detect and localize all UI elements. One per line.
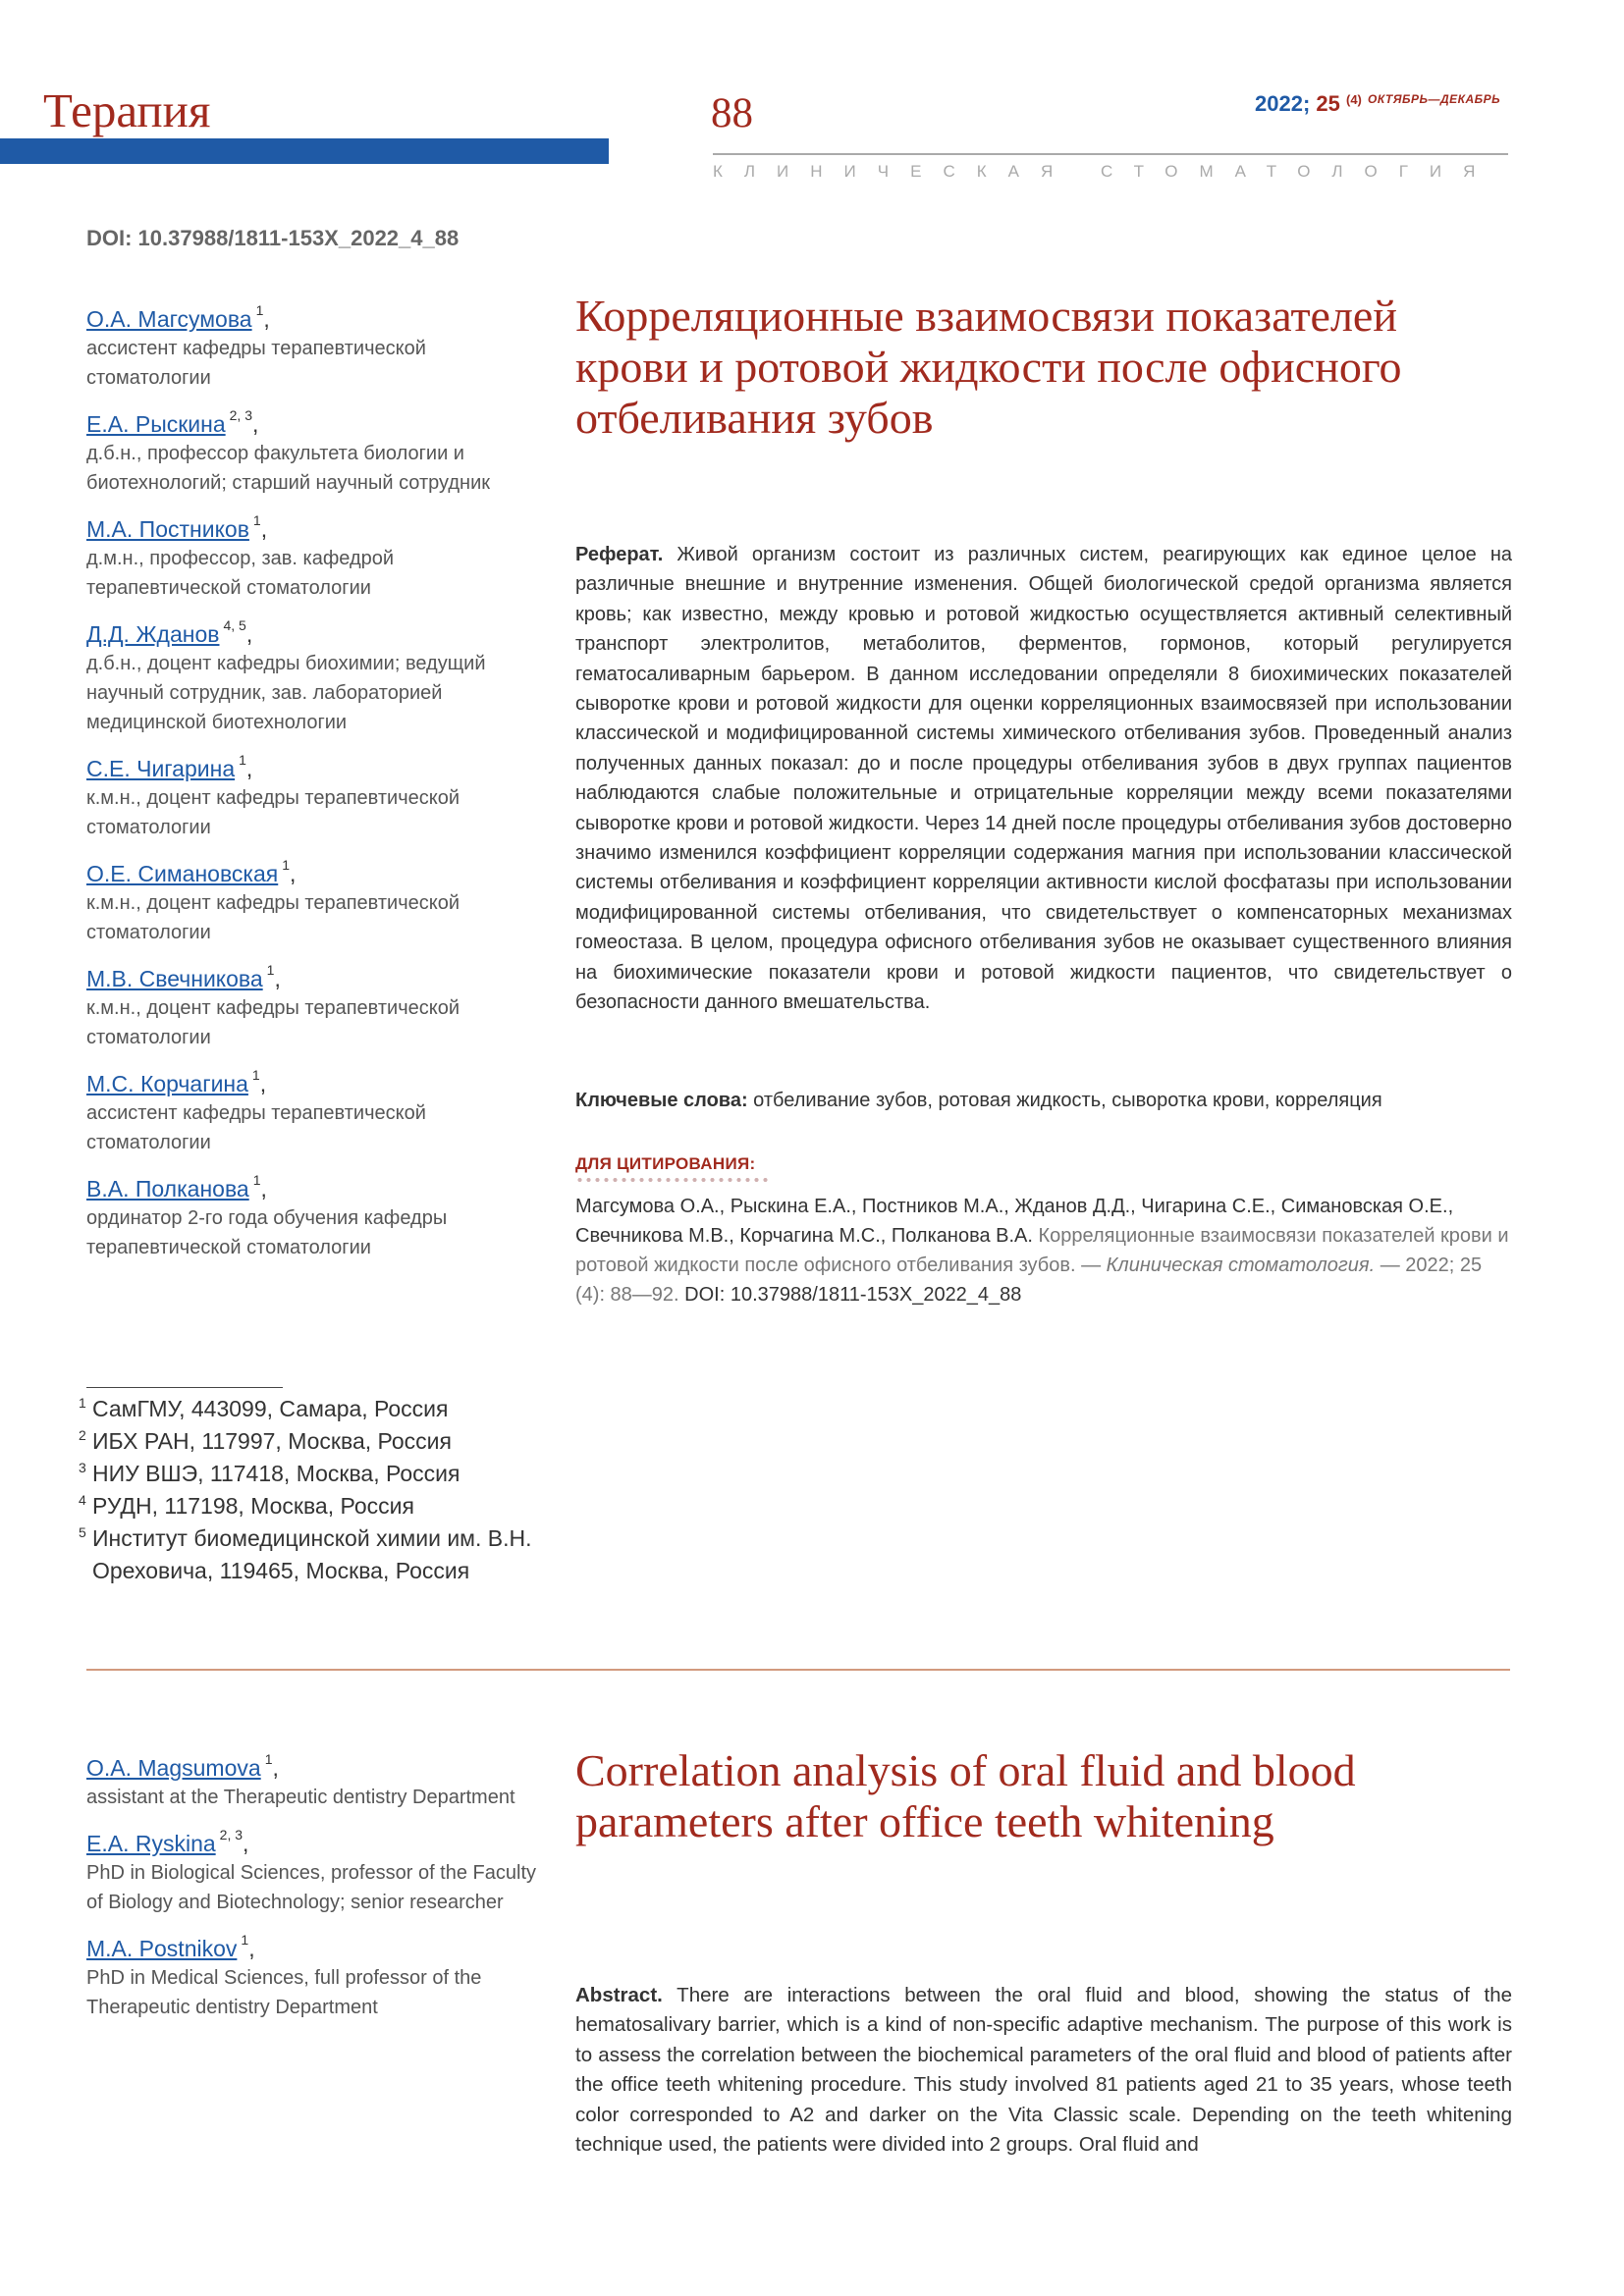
- author-description: д.б.н., профессор факультета биологии и биотехнологий; старший научный сотрудник: [86, 443, 491, 494]
- citation-label: ДЛЯ ЦИТИРОВАНИЯ:: [575, 1154, 756, 1173]
- author-description: PhD in Biological Sciences, professor of the Faculty of Biology and Biotechnology; senior researcher: [86, 1862, 536, 1913]
- author-en: E.A. Ryskina 2, 3, PhD in Biological Sciences, professor of the Faculty of Biology and Biotechnology; senior researcher: [86, 1829, 538, 1917]
- abstract-ru: [575, 540, 1512, 1018]
- author-sup: 1: [251, 1067, 260, 1083]
- author-name-link[interactable]: В.А. Полканова: [86, 1176, 249, 1201]
- keywords-text: отбеливание зубов, ротовая жидкость, сыворотка крови, корреляция: [747, 1090, 1382, 1111]
- issue-info: [1255, 93, 1500, 115]
- author-sup: 1: [264, 1751, 273, 1767]
- page-number: 88: [711, 90, 753, 136]
- affiliation-text: СамГМУ, 443099, Самара, Россия: [92, 1396, 449, 1421]
- author-ru: М.С. Корчагина 1, ассистент кафедры терапевтической стоматологии: [86, 1069, 538, 1157]
- doi[interactable]: DOI: 10.37988/1811-153X_2022_4_88: [86, 226, 460, 250]
- author-description: к.м.н., доцент кафедры терапевтической стоматологии: [86, 892, 460, 943]
- author-description: к.м.н., доцент кафедры терапевтической стоматологии: [86, 997, 460, 1048]
- author-description: assistant at the Therapeutic dentistry Department: [86, 1787, 515, 1808]
- author-name-link[interactable]: М.С. Корчагина: [86, 1071, 248, 1096]
- author-description: д.б.н., доцент кафедры биохимии; ведущий научный сотрудник, зав. лабораторией медицинской биотехнологии: [86, 653, 486, 733]
- author-name-link[interactable]: М.В. Свечникова: [86, 966, 263, 991]
- author-name-link[interactable]: E.A. Ryskina: [86, 1831, 216, 1856]
- abstract-label: Реферат.: [575, 544, 664, 565]
- journal-name: КЛИНИЧЕСКАЯ СТОМАТОЛОГИЯ: [713, 162, 1497, 181]
- author-sup: 2, 3: [219, 1827, 244, 1842]
- citation-doi[interactable]: DOI: 10.37988/1811-153X_2022_4_88: [684, 1284, 1022, 1306]
- author-name-link[interactable]: Д.Д. Жданов: [86, 621, 220, 647]
- affiliation: [79, 1458, 540, 1490]
- author-ru: М.А. Постников 1, д.м.н., профессор, зав. кафедрой терапевтической стоматологии: [86, 514, 538, 603]
- citation-title: Корреляционные взаимосвязи показателей крови и ротовой жидкости после офисного отбеливания зубов. —: [575, 1225, 1509, 1276]
- abstract-en: [575, 1981, 1512, 2160]
- citation-dots: [575, 1177, 772, 1183]
- author-ru: М.В. Свечникова 1, к.м.н., доцент кафедры терапевтической стоматологии: [86, 964, 538, 1052]
- affiliation: [79, 1522, 540, 1587]
- section-title: Терапия: [43, 83, 211, 137]
- affiliation-number: 5: [79, 1524, 86, 1540]
- keywords: [575, 1086, 1512, 1115]
- affiliation-text: НИУ ВШЭ, 117418, Москва, Россия: [92, 1461, 460, 1486]
- authors-ru: [86, 304, 538, 1279]
- author-sup: 1: [239, 752, 246, 768]
- abstract-text: Живой организм состоит из различных систем, реагирующих как единое целое на различные внешние и внутренние изменения. Общей биологической средой организма является кровь; как известно, между кровью и ротовой жидкостью осуществляется активный селективный транспорт электролитов, метаболитов, ферментов, гормонов, который регулируется гематосаливарным барьером. В данном исследовании определяли 8 биохимических показателей сыворотке крови и ротовой жидкости для оценки корреляционных взаимосвязей при использовании классической и модифицированной системы химического отбеливания зубов. Проведенный анализ полученных данных показал: до и после процедуры отбеливания зубов в двух группах пациентов наблюдаются слабые положительные и отрицательные корреляции между всеми показателями сыворотке крови и ротовой жидкости. Через 14 дней после процедуры отбеливания зубов достоверно значимо изменился коэффициент корреляции содержания магния при использовании классической системы отбеливания и коэффициент корреляции активности кислой фосфатазы при использовании модифицированной системы отбеливания, что свидетельствует о компенсаторных механизмах гомеостаза. В целом, процедура офисного отбеливания зубов не оказывает существенного влияния на биохимические показатели крови и ротовой жидкости пациентов, что свидетельствует о безопасности данного вмешательства.: [575, 544, 1512, 1014]
- abstract-en-label: Abstract.: [575, 1984, 663, 2006]
- citation-journal: Клиническая стоматология.: [1106, 1255, 1376, 1276]
- affiliation: [79, 1490, 540, 1522]
- affiliation-number: 3: [79, 1460, 86, 1475]
- author-ru: О.А. Магсумова 1, ассистент кафедры терапевтической стоматологии: [86, 304, 538, 393]
- author-name-link[interactable]: Е.А. Рыскина: [86, 411, 226, 437]
- affiliation-number: 2: [79, 1427, 86, 1443]
- author-description: ординатор 2-го года обучения кафедры терапевтической стоматологии: [86, 1207, 448, 1258]
- author-ru: Д.Д. Жданов 4, 5, д.б.н., доцент кафедры биохимии; ведущий научный сотрудник, зав. лабораторией медицинской биотехнологии: [86, 619, 538, 737]
- citation-authors: Магсумова О.А., Рыскина Е.А., Постников М.А., Жданов Д.Д., Чигарина С.Е., Симановская О.Е., Свечникова М.В., Корчагина М.С., Полканова В.А.: [575, 1196, 1454, 1247]
- author-description: PhD in Medical Sciences, full professor of the Therapeutic dentistry Department: [86, 1967, 482, 2018]
- affiliation-number: 1: [79, 1395, 86, 1411]
- affiliation-number: 4: [79, 1492, 86, 1508]
- author-ru: Е.А. Рыскина 2, 3, д.б.н., профессор факультета биологии и биотехнологий; старший научный сотрудник: [86, 409, 538, 498]
- author-en: O.A. Magsumova 1, assistant at the Therapeutic dentistry Department: [86, 1753, 538, 1812]
- citation: [575, 1192, 1512, 1309]
- author-name-link[interactable]: О.А. Магсумова: [86, 306, 252, 332]
- affiliation-text: Институт биомедицинской химии им. В.Н. Ореховича, 119465, Москва, Россия: [92, 1525, 532, 1583]
- author-sup: 1: [241, 1932, 249, 1948]
- abstract-en-text: There are interactions between the oral fluid and blood, showing the status of the hematosalivary barrier, which is a kind of non-specific adaptive mechanism. The purpose of this work is to assess the correlation between the biochemical parameters of the oral fluid and blood of patients after the office teeth whitening procedure. This study involved 81 patients aged 21 to 35 years, whose teeth color corresponded to A2 and darker on the Vita Classic scale. Depending on the teeth whitening technique used, the patients were divided into 2 groups. Oral fluid and: [575, 1984, 1512, 2157]
- author-description: ассистент кафедры терапевтической стоматологии: [86, 338, 426, 389]
- affiliation: [79, 1393, 540, 1425]
- article-title-en: Correlation analysis of oral fluid and blood parameters after office teeth whitening: [575, 1745, 1356, 1846]
- authors-en: [86, 1753, 538, 2039]
- section-bar: [0, 138, 609, 164]
- author-name-link[interactable]: М.А. Постников: [86, 516, 249, 542]
- affiliation-text: ИБХ РАН, 117997, Москва, Россия: [92, 1428, 452, 1454]
- author-description: ассистент кафедры терапевтической стоматологии: [86, 1102, 426, 1153]
- affiliation-text: РУДН, 117198, Москва, Россия: [92, 1493, 414, 1519]
- issue-number: (4): [1346, 92, 1362, 107]
- author-sup: 1: [266, 962, 275, 978]
- author-ru: В.А. Полканова 1, ординатор 2-го года обучения кафедры терапевтической стоматологии: [86, 1174, 538, 1262]
- author-sup: 1: [252, 1172, 261, 1188]
- affiliation: [79, 1425, 540, 1458]
- issue-year: 2022;: [1255, 91, 1317, 116]
- section-divider: [86, 1669, 1510, 1671]
- author-name-link[interactable]: O.A. Magsumova: [86, 1755, 261, 1781]
- author-sup: 2, 3: [229, 407, 252, 423]
- author-en: M.A. Postnikov 1, PhD in Medical Sciences, full professor of the Therapeutic dentistry Department: [86, 1934, 538, 2022]
- author-sup: 1: [255, 302, 264, 318]
- author-sup: 4, 5: [223, 617, 246, 633]
- author-name-link[interactable]: О.Е. Симановская: [86, 861, 279, 886]
- author-name-link[interactable]: M.A. Postnikov: [86, 1936, 238, 1961]
- keywords-label: Ключевые слова:: [575, 1090, 748, 1111]
- issue-volume: 25: [1316, 91, 1340, 116]
- affiliations: [79, 1393, 540, 1587]
- author-sup: 1: [282, 857, 291, 873]
- issue-months: ОКТЯБРЬ—ДЕКАБРЬ: [1368, 92, 1501, 106]
- author-ru: С.Е. Чигарина 1, к.м.н., доцент кафедры терапевтической стоматологии: [86, 754, 538, 842]
- author-description: к.м.н., доцент кафедры терапевтической стоматологии: [86, 787, 460, 838]
- author-name-link[interactable]: С.Е. Чигарина: [86, 756, 236, 781]
- header-rule: [713, 153, 1508, 155]
- citation-details: — 2022; 25 (4): 88—92.: [575, 1255, 1483, 1306]
- affiliations-rule: [86, 1387, 283, 1388]
- article-title-ru: Корреляционные взаимосвязи показателей крови и ротовой жидкости после офисного отбеливания зубов: [575, 291, 1402, 443]
- author-ru: О.Е. Симановская 1, к.м.н., доцент кафедры терапевтической стоматологии: [86, 859, 538, 947]
- author-sup: 1: [252, 512, 261, 528]
- author-description: д.м.н., профессор, зав. кафедрой терапевтической стоматологии: [86, 548, 395, 599]
